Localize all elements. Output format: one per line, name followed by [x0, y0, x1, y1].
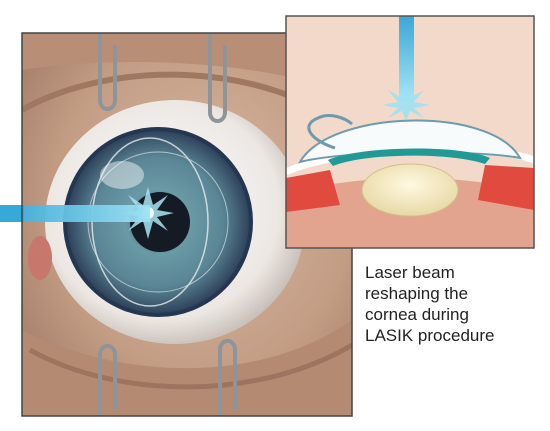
caption-line-2: reshaping the: [365, 284, 469, 303]
caption-line-4: LASIK procedure: [365, 326, 495, 345]
caption-line-1: Laser beam: [365, 263, 455, 282]
figure-caption: [365, 262, 545, 346]
cross-section-inset: [286, 16, 534, 248]
lens: [362, 164, 458, 216]
caption-line-3: cornea during: [365, 305, 469, 324]
tear-duct: [28, 236, 52, 280]
eye-highlight: [100, 161, 144, 189]
laser-beam-entry: [0, 205, 24, 222]
